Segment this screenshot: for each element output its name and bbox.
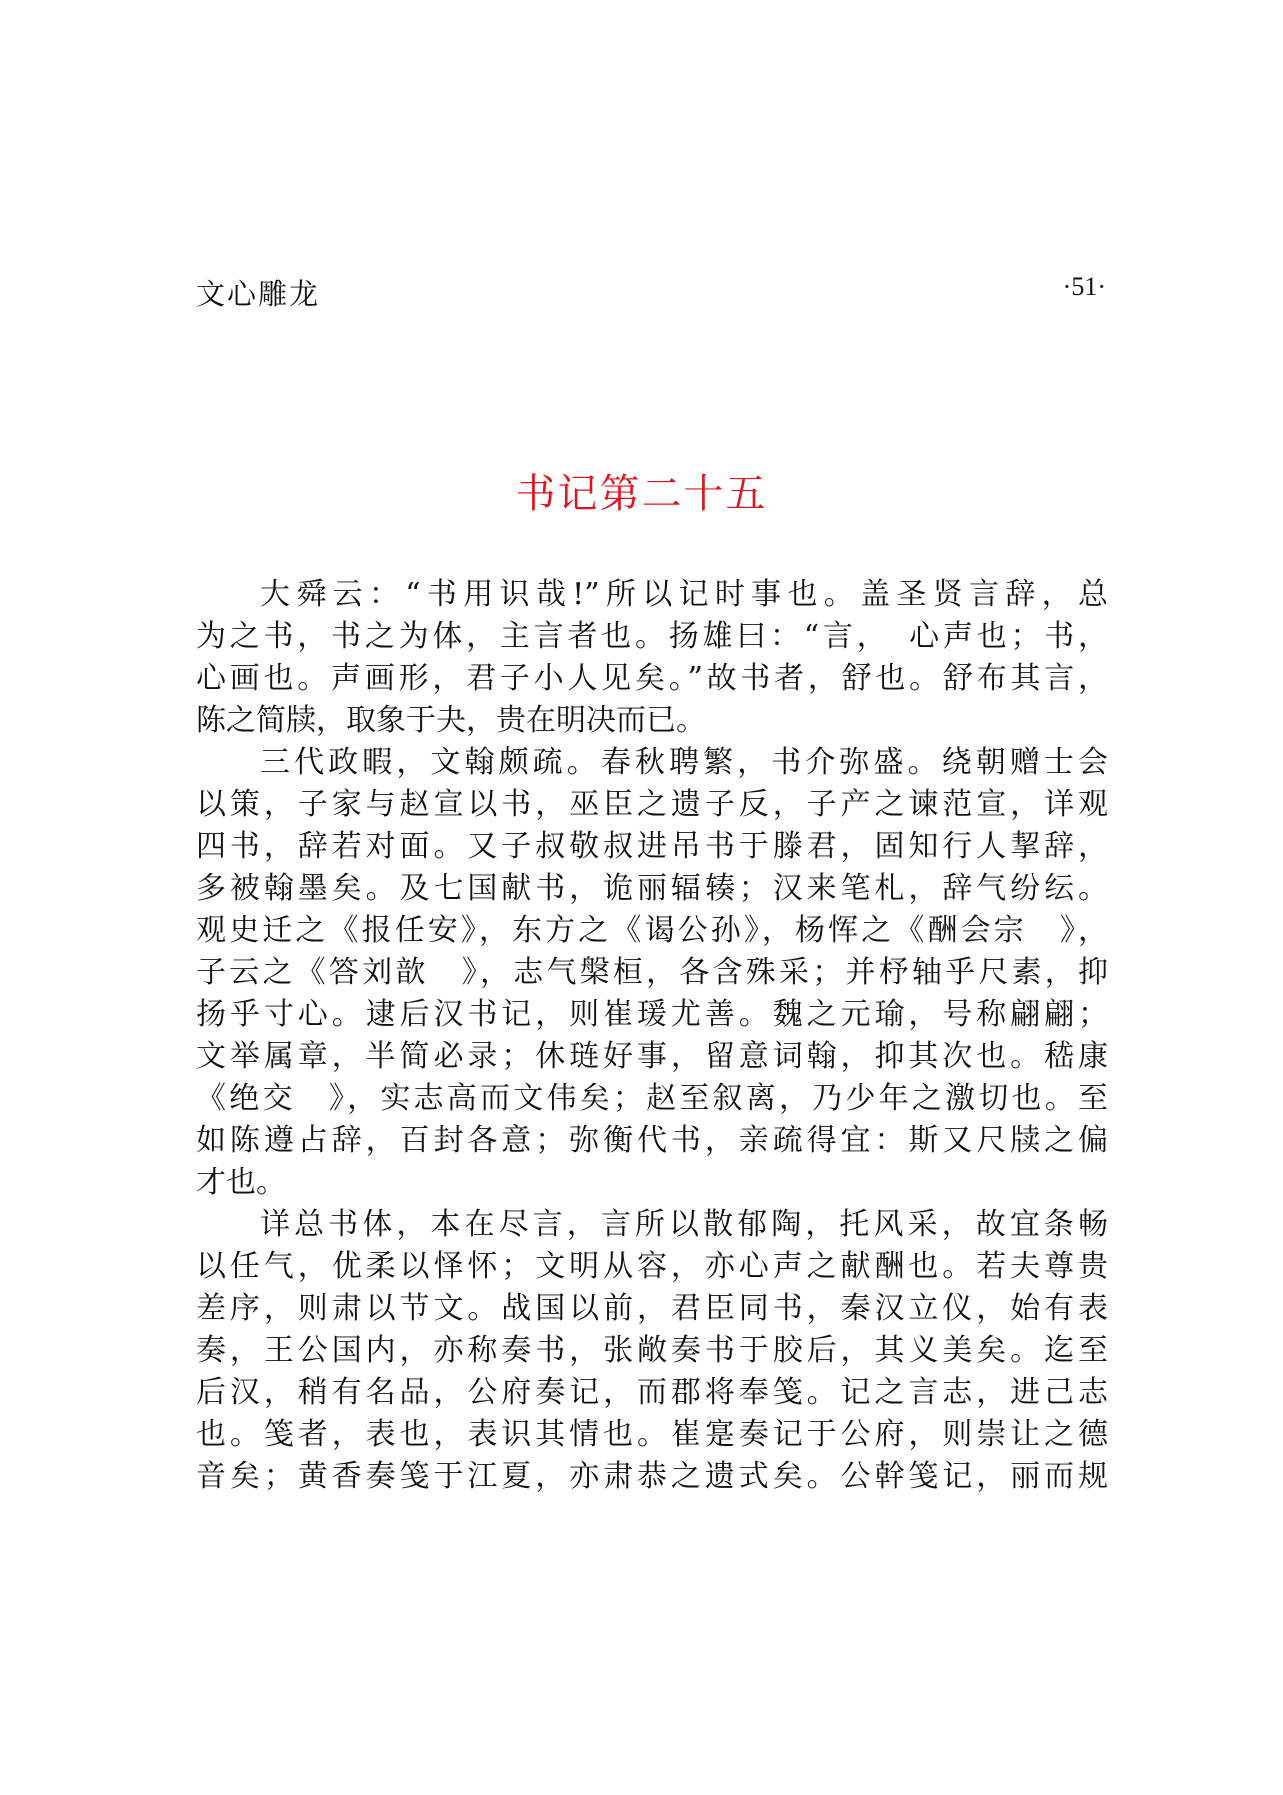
text-line: 多被翰墨矣。及七国献书，诡丽辐辏；汉来笔札，辞气纷纭。: [196, 871, 1108, 906]
text-line: 以任气，优柔以怿怀；文明从容，亦心声之献酬也。若夫尊贵: [196, 1249, 1108, 1284]
text-line: 《绝交 》，实志高而文伟矣；赵至叙离，乃少年之激切也。至: [196, 1081, 1108, 1116]
text-line: 奏，王公国内，亦称奏书，张敞奏书于胶后，其义美矣。迄至: [196, 1333, 1108, 1368]
paragraph-3: [196, 1204, 1108, 1498]
text-line: 为之书，书之为体，主言者也。扬雄曰：“言， 心声也；书，: [196, 619, 1108, 654]
running-header: [196, 272, 1106, 312]
text-line: 才也。: [196, 1165, 286, 1200]
page-number: ·51·: [1062, 272, 1106, 301]
text-line: 四书，辞若对面。又子叔敬叔进吊书于滕君，固知行人挈辞，: [196, 829, 1108, 864]
text-line: 详总书体，本在尽言，言所以散郁陶，托风采，故宜条畅: [260, 1207, 1108, 1242]
text-line: 后汉，稍有名品，公府奏记，而郡将奉笺。记之言志，进己志: [196, 1375, 1108, 1410]
text-line: 以策，子家与赵宣以书，巫臣之遗子反，子产之谏范宣，详观: [196, 787, 1108, 822]
text-line: 如陈遵占辞，百封各意；弥衡代书，亲疏得宜：斯又尺牍之偏: [196, 1123, 1108, 1158]
text-line: 心画也。声画形，君子小人见矣。”故书者，舒也。舒布其言，: [196, 661, 1108, 696]
text-line: 陈之简牍，取象于夬，贵在明决而已。: [196, 703, 706, 738]
text-line: 差序，则肃以节文。战国以前，君臣同书，秦汉立仪，始有表: [196, 1291, 1108, 1326]
paragraph-1: [196, 574, 1108, 742]
paragraph-2: [196, 742, 1108, 1204]
text-line: 文举属章，半简必录；休琏好事，留意词翰，抑其次也。嵇康: [196, 1039, 1108, 1074]
body-text: [196, 574, 1108, 1498]
text-line: 扬乎寸心。逮后汉书记，则崔瑗尤善。魏之元瑜，号称翩翩；: [196, 997, 1108, 1032]
text-line: 也。笺者，表也，表识其情也。崔寔奏记于公府，则崇让之德: [196, 1417, 1108, 1452]
text-line: 音矣；黄香奏笺于江夏，亦肃恭之遗式矣。公幹笺记，丽而规: [196, 1459, 1108, 1494]
text-line: 三代政暇，文翰颇疏。春秋聘繁，书介弥盛。绕朝赠士会: [260, 745, 1108, 780]
text-line: 观史迁之《报任安》，东方之《谒公孙》，杨恽之《酬会宗 》，: [196, 913, 1108, 948]
book-title: 文心雕龙: [196, 277, 321, 311]
chapter-title: 书记第二十五: [515, 471, 768, 517]
text-line: 子云之《答刘歆 》，志气槃桓，各含殊采；并杼轴乎尺素，抑: [196, 955, 1108, 990]
text-line: 大舜云：“书用识哉!”所以记时事也。盖圣贤言辞，总: [260, 577, 1108, 612]
